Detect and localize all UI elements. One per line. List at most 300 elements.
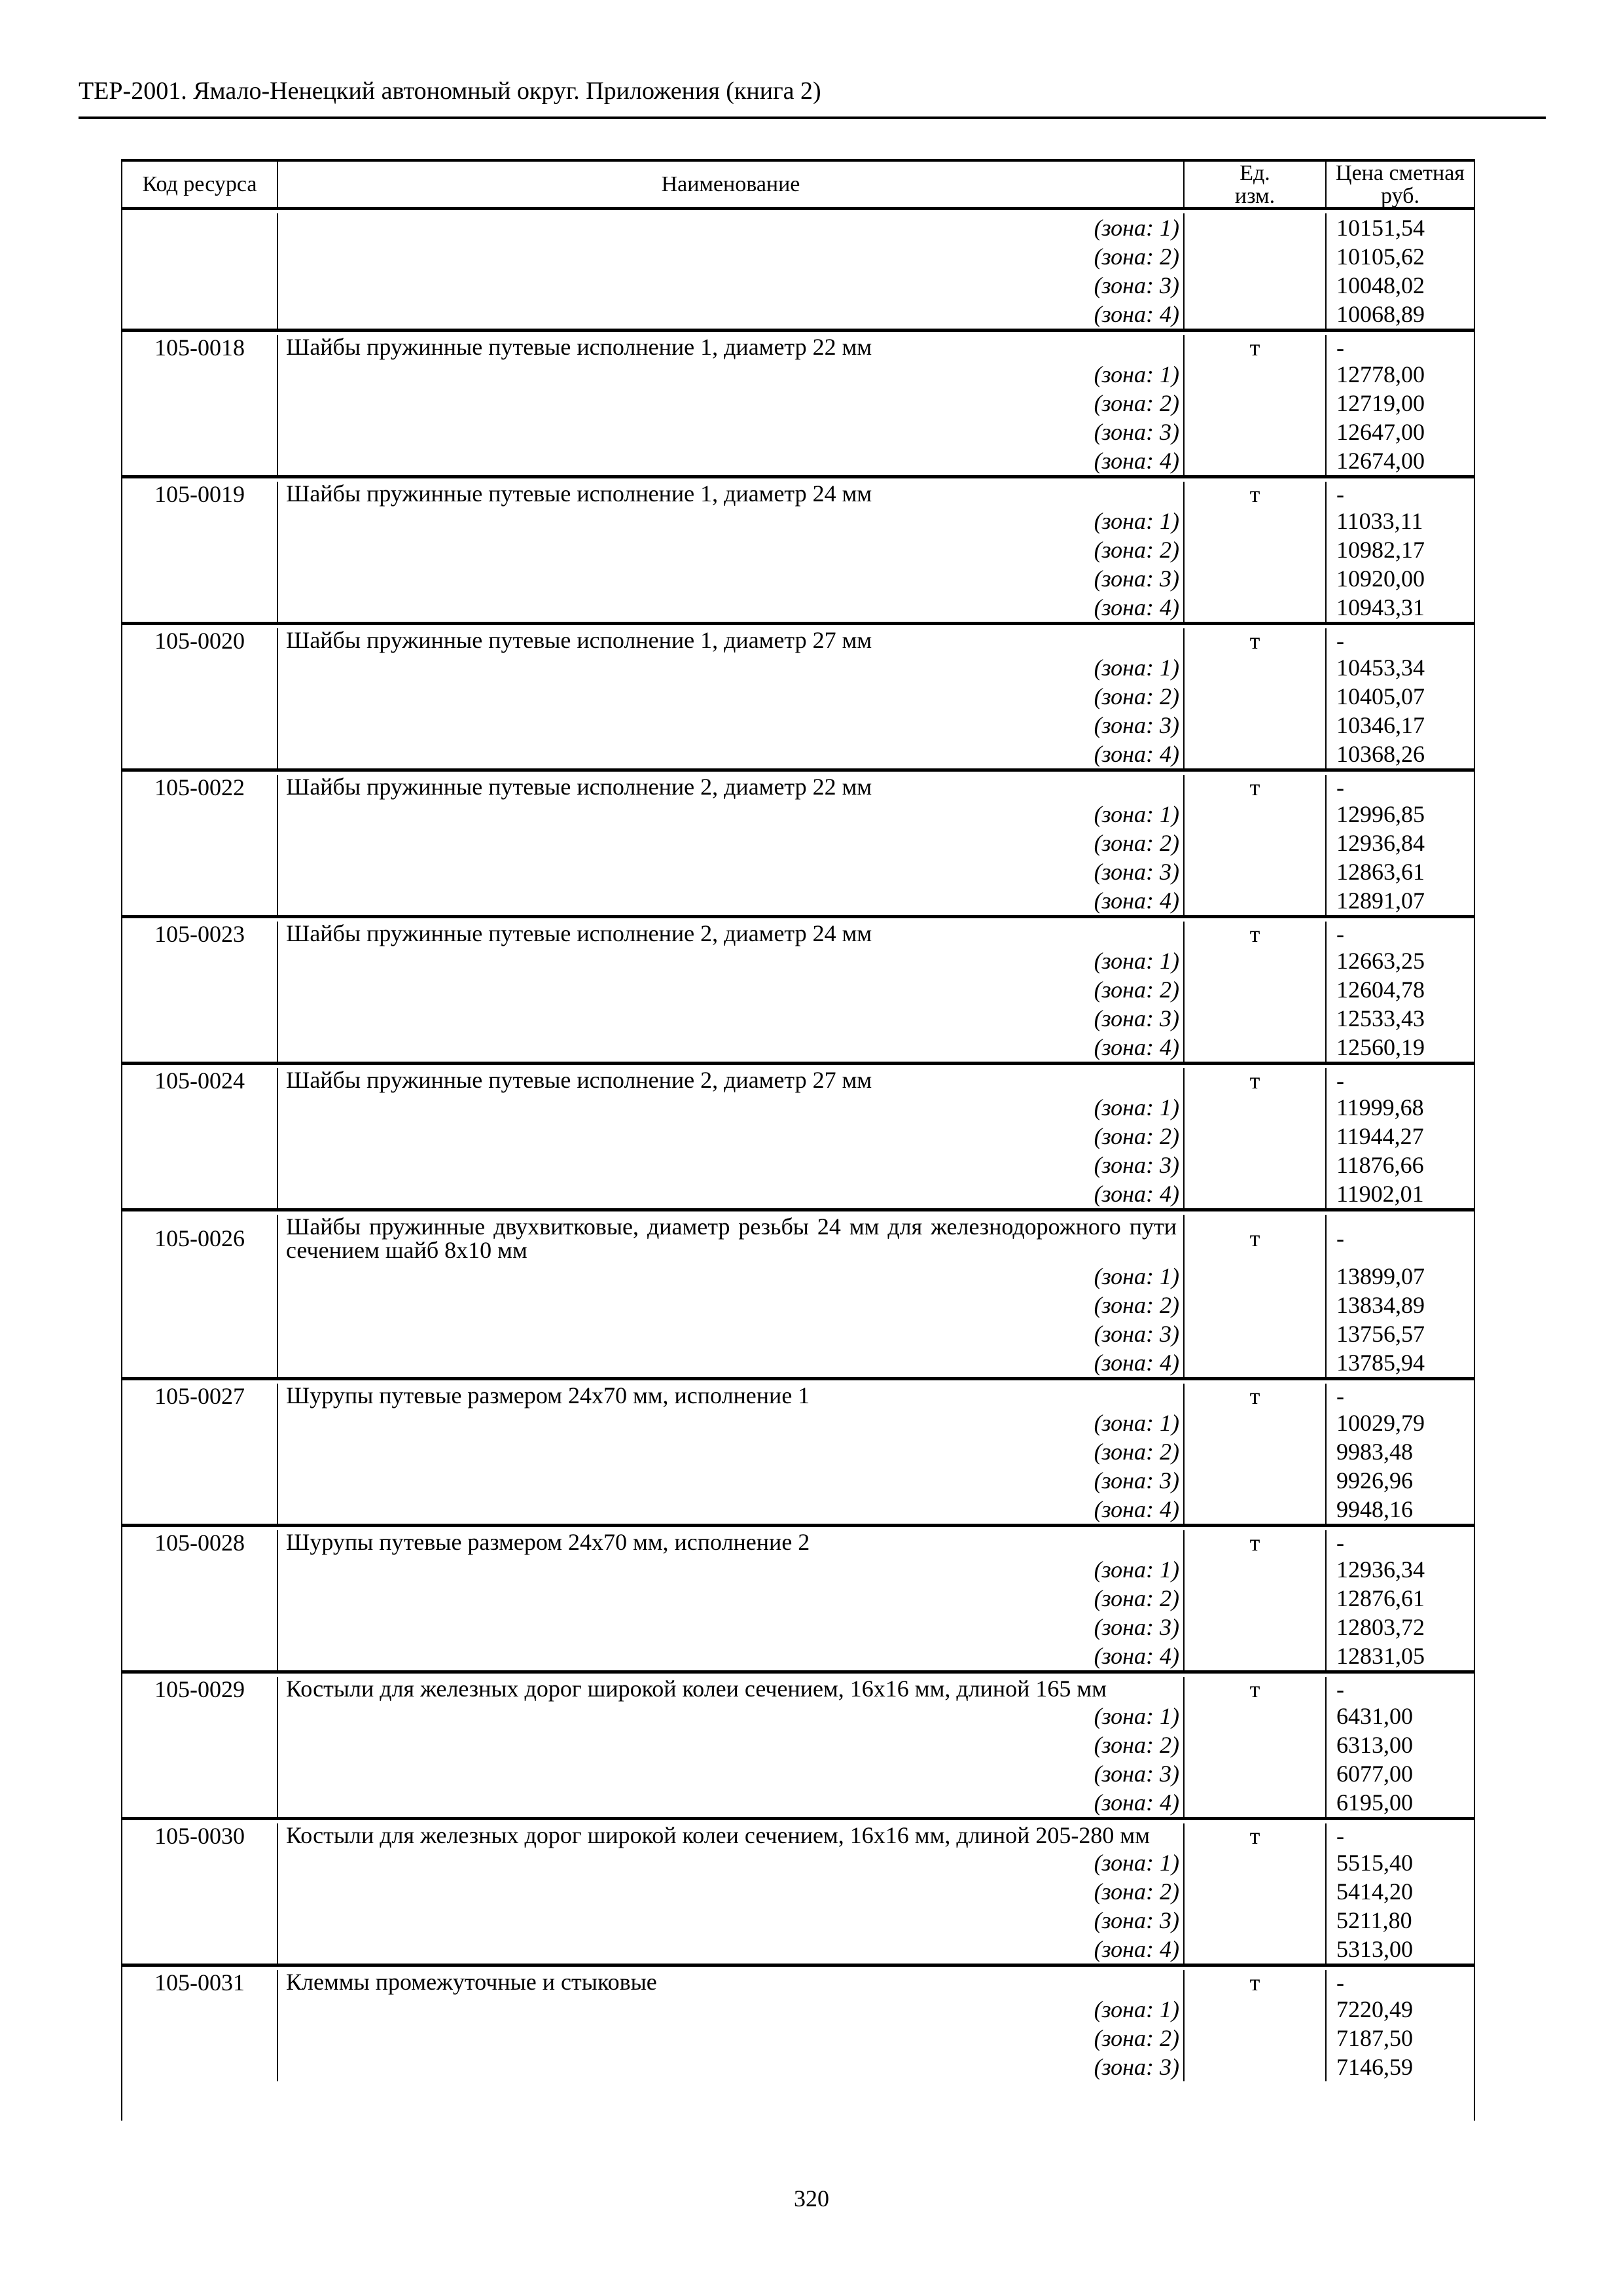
zone-label: (зона: 2) [278,1291,1185,1319]
zone-label: (зона: 3) [278,1759,1185,1788]
zone-price: 12876,61 [1336,1585,1425,1611]
price-dash: - [1336,921,1344,947]
unit-value: т [1185,335,1327,360]
zone-code-spacer [122,389,278,418]
col-header-resource-code: Код ресурса [122,162,278,207]
unit-value: т [1185,1215,1327,1262]
zone-code-spacer [122,593,278,622]
resource-code: 105-0020 [122,628,278,653]
zone-code-spacer [122,946,278,975]
zone-unit-spacer [1185,2024,1327,2053]
zone-price: 12803,72 [1336,1614,1425,1640]
resource-code: 105-0031 [122,1970,278,1995]
zone-row [122,300,1474,329]
zone-price: 12831,05 [1336,1643,1425,1669]
zone-code-spacer [122,535,278,564]
zone-code-spacer [122,1151,278,1179]
zone-label: (зона: 1) [278,1555,1185,1584]
zone-price: 12560,19 [1336,1034,1425,1060]
zone-unit-spacer [1185,1641,1327,1670]
zone-row [122,1262,1474,1291]
zone-label: (зона: 3) [278,1319,1185,1348]
zone-row [122,711,1474,740]
zone-price: 12647,00 [1336,419,1425,445]
zone-price: 10368,26 [1336,741,1425,767]
price-dash: - [1336,1067,1344,1094]
zone-price: 9926,96 [1336,1467,1413,1494]
zone-label: (зона: 1) [278,1848,1185,1877]
item-main-row [122,482,1474,507]
zone-unit-spacer [1185,1093,1327,1122]
zone-code-spacer [122,213,278,242]
item-main-row [122,1068,1474,1093]
price-dash: - [1336,1530,1344,1556]
zone-row [122,1759,1474,1788]
zone-label: (зона: 2) [278,829,1185,857]
zone-unit-spacer [1185,1033,1327,1062]
zone-label: (зона: 2) [278,535,1185,564]
zone-unit-spacer [1185,740,1327,768]
resource-code: 105-0027 [122,1384,278,1408]
zone-label: (зона: 3) [278,1906,1185,1935]
zone-code-spacer [122,1731,278,1759]
resource-name: Шурупы путевые размером 24x70 мм, исполнение 2 [278,1530,1185,1555]
zone-row [122,1702,1474,1731]
zone-row [122,1995,1474,2024]
zone-row [122,886,1474,915]
zone-unit-spacer [1185,1495,1327,1524]
zone-unit-spacer [1185,271,1327,300]
item-main-row [122,775,1474,800]
zone-price: 11944,27 [1336,1123,1424,1149]
zone-price: 5414,20 [1336,1878,1413,1905]
zone-label: (зона: 1) [278,653,1185,682]
zone-row [122,1848,1474,1877]
zone-row [122,800,1474,829]
zone-row [122,1348,1474,1377]
zone-label: (зона: 2) [278,975,1185,1004]
page-title: ТЕР-2001. Ямало-Ненецкий автономный округ. Приложения (книга 2) [79,77,821,105]
zone-price: 10105,62 [1336,243,1425,270]
zone-unit-spacer [1185,1584,1327,1613]
table-header-row [122,162,1474,210]
zone-row [122,975,1474,1004]
zone-unit-spacer [1185,507,1327,535]
zone-code-spacer [122,507,278,535]
zone-code-spacer [122,1877,278,1906]
zone-code-spacer [122,564,278,593]
zone-label: (зона: 4) [278,1495,1185,1524]
zone-price: 6313,00 [1336,1732,1413,1758]
zone-row [122,1584,1474,1613]
zone-label: (зона: 3) [278,418,1185,446]
zone-label: (зона: 3) [278,1004,1185,1033]
zone-unit-spacer [1185,213,1327,242]
zone-unit-spacer [1185,886,1327,915]
zone-price: 11033,11 [1336,508,1423,534]
unit-value: т [1185,1530,1327,1555]
zone-price: 7187,50 [1336,2025,1413,2051]
zone-label: (зона: 4) [278,446,1185,475]
title-divider [79,117,1546,119]
zone-label: (зона: 1) [278,1262,1185,1291]
zone-price: 10346,17 [1336,712,1425,738]
zone-unit-spacer [1185,242,1327,271]
price-dash: - [1336,1676,1344,1702]
zone-price: 12663,25 [1336,948,1425,974]
zone-row [122,446,1474,475]
zone-label: (зона: 3) [278,1151,1185,1179]
zone-row [122,1906,1474,1935]
item-main-row [122,628,1474,653]
zone-unit-spacer [1185,1408,1327,1437]
zone-label: (зона: 3) [278,2053,1185,2081]
zone-code-spacer [122,1122,278,1151]
zone-price: 7146,59 [1336,2054,1413,2080]
unit-value: т [1185,482,1327,507]
item-main-row [122,1384,1474,1408]
zone-unit-spacer [1185,389,1327,418]
zone-label: (зона: 3) [278,564,1185,593]
resource-name: Костыли для железных дорог широкой колеи сечением, 16x16 мм, длиной 205-280 мм [278,1823,1185,1848]
resource-name: Шайбы пружинные двухвитковые, диаметр резьбы 24 мм для железнодорожного пути сечением шайб 8x10 мм [278,1215,1185,1262]
zone-label: (зона: 2) [278,1584,1185,1613]
table-row-group [122,1820,1474,1967]
zone-label: (зона: 4) [278,1935,1185,1964]
zone-unit-spacer [1185,1122,1327,1151]
zone-price: 11876,66 [1336,1152,1424,1178]
unit-value: т [1185,628,1327,653]
col-header-name: Наименование [278,162,1185,207]
zone-price: 12719,00 [1336,390,1425,416]
zone-price: 11902,01 [1336,1181,1424,1207]
zone-unit-spacer [1185,1848,1327,1877]
resource-name: Шайбы пружинные путевые исполнение 1, диаметр 22 мм [278,335,1185,360]
price-dash: - [1336,334,1344,361]
zone-row [122,1935,1474,1964]
zone-label: (зона: 2) [278,2024,1185,2053]
zone-price: 10453,34 [1336,655,1425,681]
unit-value: т [1185,922,1327,946]
zone-row [122,1877,1474,1906]
table-body [122,210,1474,2100]
zone-code-spacer [122,1935,278,1964]
zone-code-spacer [122,271,278,300]
zone-price: 10920,00 [1336,565,1425,592]
zone-unit-spacer [1185,1437,1327,1466]
zone-unit-spacer [1185,1731,1327,1759]
zone-row [122,1004,1474,1033]
zone-label: (зона: 2) [278,389,1185,418]
zone-price: 10982,17 [1336,537,1425,563]
zone-unit-spacer [1185,1935,1327,1964]
zone-row [122,1093,1474,1122]
zone-row [122,946,1474,975]
zone-price: 12674,00 [1336,448,1425,474]
zone-label: (зона: 3) [278,857,1185,886]
zone-price: 11999,68 [1336,1094,1424,1121]
zone-row [122,1122,1474,1151]
zone-code-spacer [122,418,278,446]
zone-label: (зона: 2) [278,682,1185,711]
zone-row [122,213,1474,242]
zone-label: (зона: 4) [278,740,1185,768]
zone-price: 9948,16 [1336,1496,1413,1522]
item-main-row [122,335,1474,360]
zone-row [122,1495,1474,1524]
table-row-group [122,1967,1474,2100]
zone-label: (зона: 3) [278,711,1185,740]
zone-unit-spacer [1185,1995,1327,2024]
zone-code-spacer [122,1906,278,1935]
zone-code-spacer [122,1759,278,1788]
price-dash: - [1336,1225,1344,1251]
zone-row [122,857,1474,886]
zone-label: (зона: 2) [278,1731,1185,1759]
zone-unit-spacer [1185,300,1327,329]
zone-price: 10405,07 [1336,683,1425,709]
zone-price: 13834,89 [1336,1292,1425,1318]
zone-row [122,507,1474,535]
zone-code-spacer [122,975,278,1004]
price-table [121,159,1475,2121]
zone-price: 5515,40 [1336,1850,1413,1876]
item-main-row [122,1530,1474,1555]
zone-code-spacer [122,857,278,886]
zone-code-spacer [122,1641,278,1670]
resource-code: 105-0018 [122,335,278,360]
zone-row [122,740,1474,768]
zone-unit-spacer [1185,1555,1327,1584]
zone-code-spacer [122,1179,278,1208]
zone-row [122,1151,1474,1179]
unit-value: т [1185,1970,1327,1995]
zone-price: 10068,89 [1336,301,1425,327]
table-row-group [122,1527,1474,1674]
zone-row [122,593,1474,622]
unit-value: т [1185,1068,1327,1093]
table-row-group [122,478,1474,625]
zone-unit-spacer [1185,418,1327,446]
zone-code-spacer [122,2053,278,2081]
zone-price: 5313,00 [1336,1936,1413,1962]
zone-code-spacer [122,1093,278,1122]
resource-code: 105-0029 [122,1677,278,1702]
price-dash: - [1336,628,1344,654]
zone-row [122,682,1474,711]
zone-price: 5211,80 [1336,1907,1412,1933]
zone-unit-spacer [1185,1759,1327,1788]
zone-row [122,653,1474,682]
zone-label: (зона: 4) [278,1348,1185,1377]
zone-label: (зона: 1) [278,360,1185,389]
unit-value: т [1185,1384,1327,1408]
zone-row [122,1033,1474,1062]
zone-code-spacer [122,1291,278,1319]
zone-unit-spacer [1185,1291,1327,1319]
zone-code-spacer [122,300,278,329]
resource-code: 105-0024 [122,1068,278,1093]
zone-code-spacer [122,711,278,740]
zone-unit-spacer [1185,1613,1327,1641]
zone-price: 12891,07 [1336,888,1425,914]
resource-code: 105-0023 [122,922,278,946]
zone-unit-spacer [1185,1702,1327,1731]
zone-row [122,389,1474,418]
zone-unit-spacer [1185,2053,1327,2081]
zone-row [122,1613,1474,1641]
zone-label: (зона: 4) [278,1641,1185,1670]
zone-price: 12863,61 [1336,859,1425,885]
resource-code: 105-0026 [122,1215,278,1262]
zone-code-spacer [122,360,278,389]
price-dash: - [1336,481,1344,507]
zone-row [122,1179,1474,1208]
zone-row [122,535,1474,564]
zone-code-spacer [122,1262,278,1291]
zone-code-spacer [122,1995,278,2024]
unit-value: т [1185,1823,1327,1848]
resource-name: Шайбы пружинные путевые исполнение 1, диаметр 27 мм [278,628,1185,653]
zone-row [122,1437,1474,1466]
zone-unit-spacer [1185,800,1327,829]
zone-label: (зона: 1) [278,1408,1185,1437]
zone-row [122,1466,1474,1495]
zone-price: 9983,48 [1336,1439,1413,1465]
unit-value: т [1185,775,1327,800]
col-header-unit: Ед. изм. [1185,162,1327,207]
zone-unit-spacer [1185,593,1327,622]
zone-label: (зона: 1) [278,1995,1185,2024]
zone-code-spacer [122,446,278,475]
zone-unit-spacer [1185,535,1327,564]
resource-name: Шайбы пружинные путевые исполнение 2, диаметр 24 мм [278,922,1185,946]
price-dash: - [1336,774,1344,800]
zone-price: 6077,00 [1336,1761,1413,1787]
zone-row [122,1788,1474,1817]
table-row-group [122,1674,1474,1820]
zone-row [122,1319,1474,1348]
zone-row [122,1641,1474,1670]
zone-price: 10943,31 [1336,594,1425,620]
zone-price: 12533,43 [1336,1005,1425,1031]
zone-unit-spacer [1185,1151,1327,1179]
page-number: 320 [794,2185,829,2212]
zone-label: (зона: 3) [278,1613,1185,1641]
zone-unit-spacer [1185,1004,1327,1033]
zone-unit-spacer [1185,1877,1327,1906]
zone-row [122,2053,1474,2081]
item-main-row [122,1970,1474,1995]
resource-code: 105-0022 [122,775,278,800]
zone-unit-spacer [1185,1466,1327,1495]
zone-label: (зона: 1) [278,1093,1185,1122]
zone-unit-spacer [1185,711,1327,740]
zone-code-spacer [122,1466,278,1495]
zone-price: 12936,34 [1336,1556,1425,1583]
zone-code-spacer [122,682,278,711]
resource-code: 105-0030 [122,1823,278,1848]
table-row-group [122,625,1474,772]
zone-label: (зона: 4) [278,886,1185,915]
col-header-price: Цена сметная руб. [1336,160,1465,208]
zone-unit-spacer [1185,682,1327,711]
zone-price: 6195,00 [1336,1789,1413,1816]
zone-label: (зона: 1) [278,1702,1185,1731]
table-row-group [122,772,1474,918]
zone-unit-spacer [1185,1906,1327,1935]
table-row-group [122,918,1474,1065]
zone-code-spacer [122,1319,278,1348]
zone-code-spacer [122,1495,278,1524]
zone-code-spacer [122,1348,278,1377]
zone-row [122,1291,1474,1319]
zone-row [122,271,1474,300]
zone-code-spacer [122,1033,278,1062]
resource-code: 105-0019 [122,482,278,507]
table-row-group [122,1211,1474,1380]
zone-label: (зона: 1) [278,800,1185,829]
price-dash: - [1336,1823,1344,1849]
zone-price: 13785,94 [1336,1350,1425,1376]
resource-name: Клеммы промежуточные и стыковые [278,1970,1185,1995]
zone-code-spacer [122,1584,278,1613]
table-row-group [122,332,1474,478]
zone-row [122,242,1474,271]
zone-price: 12604,78 [1336,977,1425,1003]
zone-unit-spacer [1185,564,1327,593]
zone-code-spacer [122,1437,278,1466]
zone-row [122,1408,1474,1437]
zone-label: (зона: 1) [278,507,1185,535]
zone-unit-spacer [1185,1179,1327,1208]
resource-name: Костыли для железных дорог широкой колеи сечением, 16x16 мм, длиной 165 мм [278,1677,1185,1702]
zone-row [122,1555,1474,1584]
zone-price: 12778,00 [1336,361,1425,387]
zone-code-spacer [122,2024,278,2053]
item-main-row [122,1823,1474,1848]
table-row-group [122,1380,1474,1527]
zone-row [122,2024,1474,2053]
zone-unit-spacer [1185,857,1327,886]
zone-price: 13899,07 [1336,1263,1425,1289]
zone-price: 13756,57 [1336,1321,1425,1347]
resource-name: Шайбы пружинные путевые исполнение 2, диаметр 27 мм [278,1068,1185,1093]
zone-unit-spacer [1185,360,1327,389]
zone-code-spacer [122,653,278,682]
zone-price: 6431,00 [1336,1703,1413,1729]
zone-code-spacer [122,886,278,915]
zone-label: (зона: 2) [278,1122,1185,1151]
zone-price: 10029,79 [1336,1410,1425,1436]
resource-code: 105-0028 [122,1530,278,1555]
zone-label: (зона: 3) [278,271,1185,300]
zone-unit-spacer [1185,653,1327,682]
price-dash: - [1336,1383,1344,1409]
zone-label: (зона: 2) [278,1877,1185,1906]
zone-code-spacer [122,242,278,271]
zone-unit-spacer [1185,975,1327,1004]
item-main-row [122,1677,1474,1702]
zone-price: 10151,54 [1336,215,1425,241]
zone-price: 7220,49 [1336,1996,1413,2022]
zone-label: (зона: 2) [278,1437,1185,1466]
resource-name: Шайбы пружинные путевые исполнение 1, диаметр 24 мм [278,482,1185,507]
zone-unit-spacer [1185,446,1327,475]
zone-unit-spacer [1185,1262,1327,1291]
zone-label: (зона: 1) [278,213,1185,242]
resource-name: Шайбы пружинные путевые исполнение 2, диаметр 22 мм [278,775,1185,800]
